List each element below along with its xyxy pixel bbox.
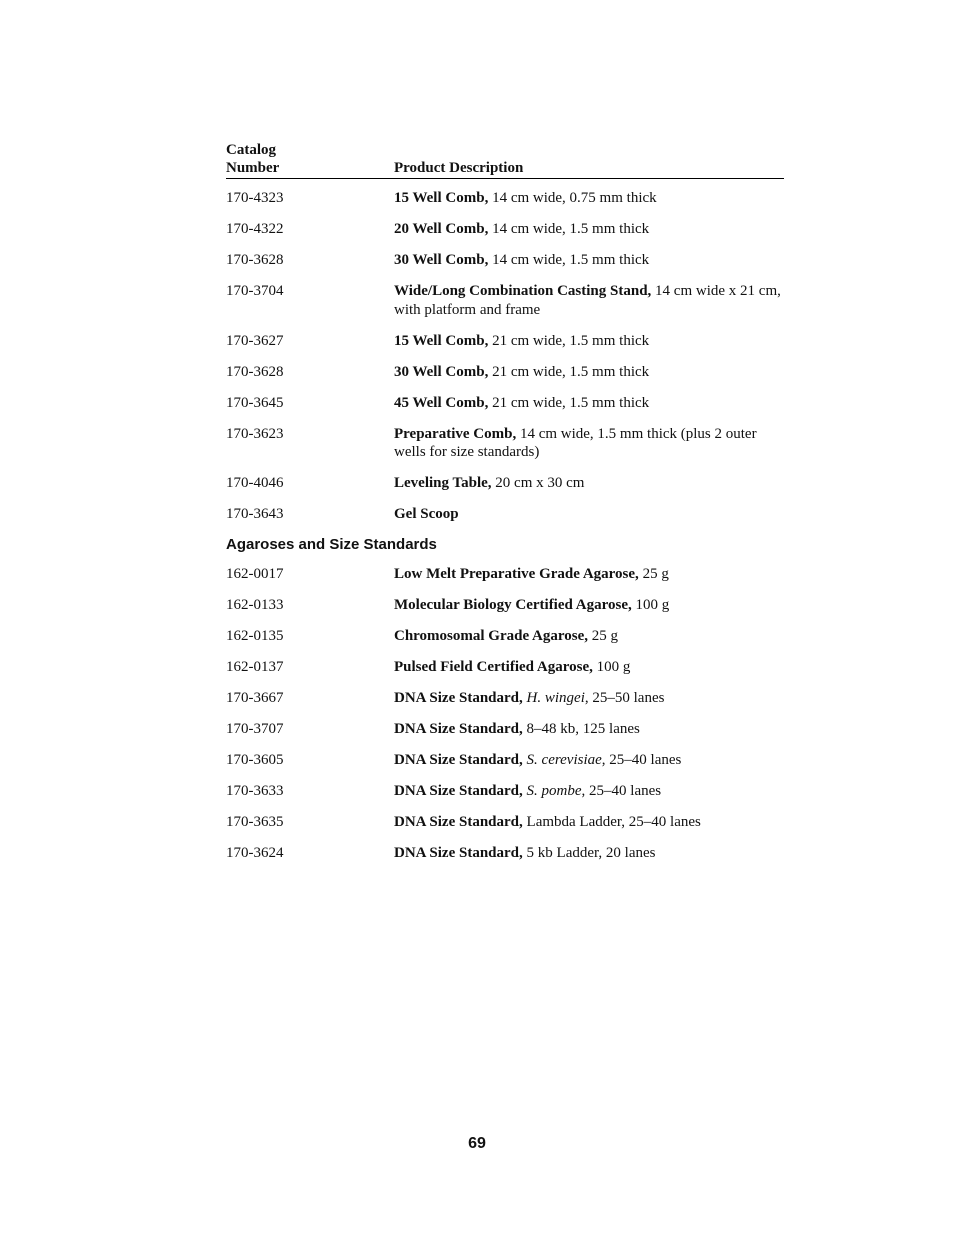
table-row — [226, 332, 784, 351]
catalog-number: 170-4322 — [226, 221, 284, 237]
product-description — [394, 425, 784, 462]
product-name: 45 Well Comb, — [394, 394, 489, 411]
product-name: DNA Size Standard, — [394, 690, 523, 706]
product-name: Gel Scoop — [394, 506, 459, 522]
table-row — [226, 394, 784, 413]
catalog-number: 162-0133 — [226, 597, 284, 613]
catalog-number: 170-3643 — [226, 506, 284, 522]
product-name: Pulsed Field Certified Agarose, — [394, 659, 593, 675]
product-spec: 21 cm wide, 1.5 mm thick — [488, 363, 650, 380]
product-name: 30 Well Comb, — [394, 363, 489, 380]
product-spec: 100 g — [631, 597, 670, 613]
product-spec: 14 cm wide, 1.5 mm thick (plus 2 outer wells for size standards) — [394, 425, 757, 460]
product-description — [394, 565, 784, 584]
product-name: Leveling Table, — [394, 475, 492, 491]
table-header — [226, 141, 784, 179]
product-description — [394, 751, 784, 770]
product-description — [394, 189, 784, 208]
product-spec: 25 g — [588, 628, 619, 644]
table-row — [226, 220, 784, 239]
product-description — [394, 363, 784, 382]
catalog-number: 162-0137 — [226, 659, 284, 675]
species-name: S. cerevisiae — [526, 752, 602, 768]
catalog-number: 170-3707 — [226, 721, 284, 737]
table-row — [226, 782, 784, 801]
equipment-rows — [226, 189, 784, 524]
product-spec: , 25–40 lanes — [601, 752, 682, 768]
product-spec: 21 cm wide, 1.5 mm thick — [488, 332, 650, 349]
product-spec: 14 cm wide, 0.75 mm thick — [488, 190, 657, 206]
table-row — [226, 596, 784, 615]
catalog-number: 170-3667 — [226, 690, 284, 706]
product-name: 30 Well Comb, — [394, 252, 489, 268]
product-spec: 5 kb Ladder, 20 lanes — [522, 845, 656, 861]
catalog-number: 170-3628 — [226, 252, 284, 268]
catalog-number: 170-3627 — [226, 332, 284, 349]
catalog-number: 170-3624 — [226, 845, 284, 861]
catalog-header-line1: Catalog — [226, 142, 276, 158]
product-name: DNA Size Standard, — [394, 783, 523, 799]
page-number: 69 — [468, 1135, 486, 1152]
catalog-number: 170-3635 — [226, 814, 284, 830]
product-name: Wide/Long Combination Casting Stand, — [394, 283, 652, 299]
table-row — [226, 565, 784, 584]
product-name: Low Melt Preparative Grade Agarose, — [394, 566, 639, 582]
product-description — [394, 782, 784, 801]
table-row — [226, 751, 784, 770]
product-spec: 25 g — [638, 566, 669, 582]
table-row — [226, 720, 784, 739]
catalog-number: 162-0017 — [226, 566, 284, 582]
product-spec: 8–48 kb, 125 lanes — [522, 721, 640, 737]
catalog-number: 170-3633 — [226, 783, 284, 799]
catalog-number: 162-0135 — [226, 628, 284, 644]
product-spec: , 25–50 lanes — [584, 690, 665, 706]
product-spec: 14 cm wide, 1.5 mm thick — [488, 221, 650, 237]
product-spec: 21 cm wide, 1.5 mm thick — [488, 394, 650, 411]
table-row — [226, 251, 784, 270]
product-name: Molecular Biology Certified Agarose, — [394, 597, 632, 613]
product-description — [394, 505, 784, 524]
product-spec: 100 g — [592, 659, 631, 675]
product-description — [394, 394, 784, 413]
product-description — [394, 596, 784, 615]
table-row — [226, 505, 784, 524]
table-row — [226, 189, 784, 208]
catalog-number: 170-3704 — [226, 283, 284, 299]
product-name: 20 Well Comb, — [394, 221, 489, 237]
product-name: DNA Size Standard, — [394, 814, 523, 830]
product-spec: 20 cm x 30 cm — [491, 475, 585, 491]
catalog-number: 170-4046 — [226, 475, 284, 491]
table-row — [226, 474, 784, 493]
product-description — [394, 844, 784, 863]
catalog-number: 170-3623 — [226, 425, 284, 442]
table-row — [226, 282, 784, 319]
product-description — [394, 282, 784, 319]
catalog-header-line2: Number — [226, 160, 280, 176]
section-heading: Agaroses and Size Standards — [226, 536, 437, 553]
agarose-rows — [226, 565, 784, 863]
table-row — [226, 689, 784, 708]
table-row — [226, 627, 784, 646]
table-row — [226, 363, 784, 382]
product-description — [394, 720, 784, 739]
product-name: Preparative Comb, — [394, 425, 517, 442]
catalog-number: 170-4323 — [226, 190, 284, 206]
species-name: H. wingei — [526, 690, 585, 706]
product-name: DNA Size Standard, — [394, 752, 523, 768]
product-spec: Lambda Ladder, 25–40 lanes — [522, 814, 701, 830]
table-row — [226, 813, 784, 832]
product-name: 15 Well Comb, — [394, 190, 489, 206]
catalog-number: 170-3628 — [226, 363, 284, 380]
product-description — [394, 658, 784, 677]
catalog-number: 170-3645 — [226, 394, 284, 411]
product-description — [394, 474, 784, 493]
product-description — [394, 332, 784, 351]
product-description — [394, 220, 784, 239]
product-spec: 14 cm wide x 21 cm, with platform and frame — [394, 283, 781, 318]
product-spec: , 25–40 lanes — [581, 783, 662, 799]
product-name: 15 Well Comb, — [394, 332, 489, 349]
table-row — [226, 658, 784, 677]
catalog-table — [226, 141, 784, 875]
product-name: DNA Size Standard, — [394, 721, 523, 737]
table-row — [226, 844, 784, 863]
catalog-number: 170-3605 — [226, 752, 284, 768]
product-description-header: Product Description — [394, 160, 524, 176]
product-description — [394, 627, 784, 646]
product-description — [394, 689, 784, 708]
product-name: DNA Size Standard, — [394, 845, 523, 861]
product-description — [394, 251, 784, 270]
species-name: S. pombe — [526, 783, 582, 799]
table-row — [226, 425, 784, 462]
product-name: Chromosomal Grade Agarose, — [394, 628, 589, 644]
product-description — [394, 813, 784, 832]
product-spec: 14 cm wide, 1.5 mm thick — [488, 252, 650, 268]
catalog-number-header — [226, 141, 394, 177]
